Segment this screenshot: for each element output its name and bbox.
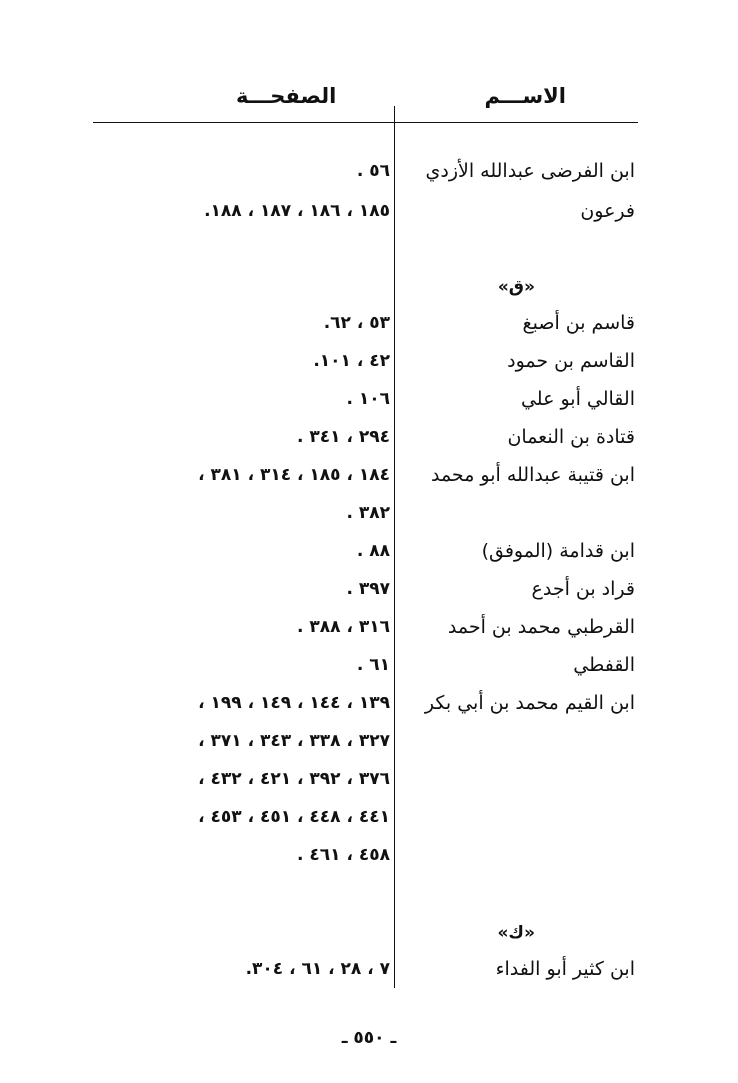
entry-name: القرطبي محمد بن أحمد xyxy=(447,616,635,638)
name-column-header: الاســـم xyxy=(484,84,566,108)
entry-pages: ٨٨ . xyxy=(356,541,390,561)
index-row xyxy=(0,571,738,607)
entry-pages: ٦١ . xyxy=(356,655,390,675)
section-letter-k: «ك» xyxy=(497,923,535,943)
entry-pages: ٤٤١ ، ٤٤٨ ، ٤٥١ ، ٤٥٣ ، xyxy=(198,807,390,827)
entry-pages: ٥٣ ، ٦٢. xyxy=(323,313,390,333)
entry-pages: ٢٩٤ ، ٣٤١ . xyxy=(297,427,390,447)
entry-name: القاسم بن حمود xyxy=(507,350,635,372)
index-row xyxy=(0,153,738,189)
index-row xyxy=(0,647,738,683)
index-row xyxy=(0,837,738,873)
index-row xyxy=(0,685,738,721)
entry-name: ابن قدامة (الموفق) xyxy=(481,540,635,562)
entry-name: القالي أبو علي xyxy=(520,388,635,410)
index-row xyxy=(0,457,738,493)
entry-name: فرعون xyxy=(580,200,635,222)
entry-name: ابن قتيبة عبدالله أبو محمد xyxy=(430,464,635,486)
page-number: ـ ٥٥٠ ـ xyxy=(341,1028,397,1048)
entry-pages: ١٠٦ . xyxy=(346,389,390,409)
entry-pages: ١٨٥ ، ١٨٦ ، ١٨٧ ، ١٨٨. xyxy=(204,201,390,221)
section-letter-q: «ق» xyxy=(497,277,535,297)
entry-pages: ٣٨٢ . xyxy=(346,503,390,523)
entry-name: ابن القيم محمد بن أبي بكر xyxy=(424,692,635,714)
entry-name: ابن الفرضى عبدالله الأزدي xyxy=(425,160,635,182)
entry-pages: ٤٥٨ ، ٤٦١ . xyxy=(297,845,390,865)
entry-name: قتادة بن النعمان xyxy=(507,426,635,448)
entry-pages: ٣١٦ ، ٣٨٨ . xyxy=(297,617,390,637)
index-row xyxy=(0,305,738,341)
entry-pages: ٣٩٧ . xyxy=(346,579,390,599)
entry-name: القفطي xyxy=(573,654,635,676)
entry-pages: ٧ ، ٢٨ ، ٦١ ، ٣٠٤. xyxy=(245,959,390,979)
index-row xyxy=(0,761,738,797)
entry-name: قراد بن أجدع xyxy=(531,578,635,600)
entry-name: ابن كثير أبو الفداء xyxy=(495,958,635,980)
index-row xyxy=(0,609,738,645)
entry-pages: ١٣٩ ، ١٤٤ ، ١٤٩ ، ١٩٩ ، xyxy=(198,693,390,713)
index-row xyxy=(0,495,738,531)
header-rule xyxy=(93,122,638,123)
index-row xyxy=(0,381,738,417)
entry-pages: ٣٧٦ ، ٣٩٢ ، ٤٢١ ، ٤٣٢ ، xyxy=(198,769,390,789)
entry-pages: ٤٢ ، ١٠١. xyxy=(313,351,390,371)
index-row xyxy=(0,419,738,455)
index-row xyxy=(0,951,738,987)
index-row xyxy=(0,799,738,835)
entry-pages: ١٨٤ ، ١٨٥ ، ٣١٤ ، ٣٨١ ، xyxy=(198,465,390,485)
index-row xyxy=(0,193,738,229)
pages-column-header: الصفحـــة xyxy=(236,84,337,108)
entry-name: قاسم بن أصبغ xyxy=(522,312,635,334)
entry-pages: ٣٢٧ ، ٣٣٨ ، ٣٤٣ ، ٣٧١ ، xyxy=(198,731,390,751)
index-row xyxy=(0,723,738,759)
index-row xyxy=(0,343,738,379)
index-row xyxy=(0,533,738,569)
entry-pages: ٥٦ . xyxy=(356,161,390,181)
